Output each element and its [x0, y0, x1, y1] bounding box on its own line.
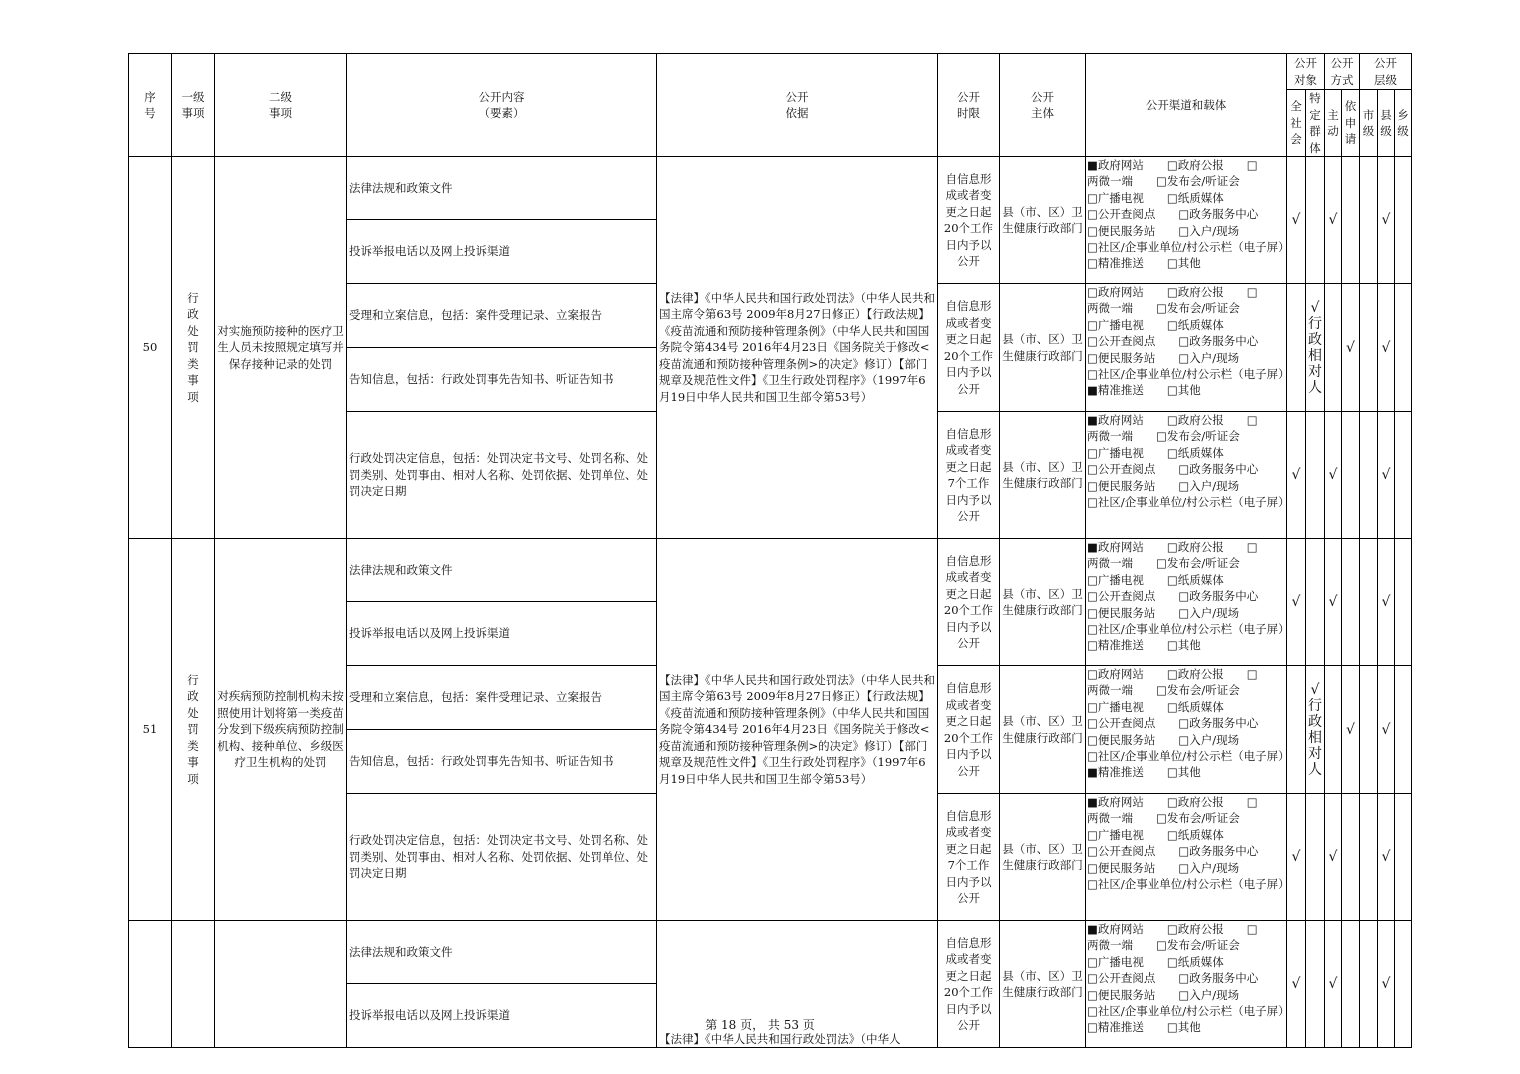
- channel-option: ■政府网站 □政府公报 □: [1087, 795, 1258, 809]
- check-county: [1378, 157, 1395, 284]
- channel-option: □社区/企事业单位/村公示栏（电子屏）: [1087, 240, 1290, 255]
- header-channel: 公开渠道和载体: [1086, 54, 1287, 157]
- header-target-all: 全社会: [1287, 90, 1306, 157]
- channel-option: □广播电视 □纸质媒体: [1087, 445, 1224, 460]
- content-item: 受理和立案信息，包括：案件受理记录、立案报告: [347, 284, 657, 348]
- channel-option: □广播电视 □纸质媒体: [1087, 827, 1224, 842]
- channel-option: □公开查阅点 □政务服务中心: [1087, 589, 1259, 604]
- channel-option: □广播电视 □纸质媒体: [1087, 572, 1224, 587]
- channel-option: □社区/企事业单位/村公示栏（电子屏）: [1087, 749, 1290, 764]
- check-county: [1378, 539, 1395, 666]
- check-active: [1325, 157, 1342, 284]
- check-apply: [1342, 539, 1360, 666]
- channel-option: □社区/企事业单位/村公示栏（电子屏）: [1087, 877, 1290, 892]
- check-all: [1287, 666, 1306, 794]
- disclosure-subject: 县（市、区）卫生健康行政部门: [1000, 539, 1086, 666]
- check-mark: √: [1291, 212, 1301, 228]
- check-mark: √: [1346, 721, 1355, 738]
- check-mark: √: [1328, 467, 1338, 483]
- channel-option: □广播电视 □纸质媒体: [1087, 954, 1224, 969]
- channel-cell: [1086, 539, 1290, 666]
- check-mark: √: [1381, 721, 1391, 738]
- check-town: [1395, 284, 1412, 412]
- check-mark: √: [1291, 849, 1301, 865]
- check-mark: √: [1381, 339, 1391, 356]
- channel-option: □公开查阅点 □政务服务中心: [1087, 844, 1259, 859]
- check-specific: [1306, 539, 1325, 666]
- table-row: [129, 539, 1412, 602]
- time-limit: 自信息形成或者变更之日起7个工作日内予以公开: [938, 794, 1000, 921]
- header-row-top: [129, 54, 1412, 90]
- check-mark: √行政相对人: [1308, 299, 1322, 396]
- check-town: [1395, 666, 1412, 794]
- channel-list: [1086, 666, 1290, 792]
- header-method-active: 主动: [1325, 90, 1342, 157]
- content-item: 投诉举报电话以及网上投诉渠道: [347, 220, 657, 284]
- check-city: [1360, 284, 1378, 412]
- row-level2: 对疾病预防控制机构未按照使用计划将第一类疫苗分发到下级疾病预防控制机构、接种单位、乡级医疗卫生机构的处罚: [215, 539, 347, 921]
- check-active: [1325, 284, 1342, 412]
- channel-option: □公开查阅点 □政务服务中心: [1087, 716, 1259, 731]
- check-town: [1395, 539, 1412, 666]
- channel-option: ■政府网站 □政府公报 □: [1087, 158, 1258, 172]
- check-mark: √: [1328, 976, 1338, 992]
- check-city: [1360, 666, 1378, 794]
- header-level1: 一级事项: [172, 54, 215, 157]
- content-item: 告知信息，包括：行政处罚事先告知书、听证告知书: [347, 348, 657, 412]
- channel-option: □广播电视 □纸质媒体: [1087, 699, 1224, 714]
- check-mark: √行政相对人: [1308, 681, 1322, 778]
- check-city: [1360, 157, 1378, 284]
- row-seq: 51: [129, 539, 172, 921]
- check-mark: √: [1328, 849, 1338, 865]
- check-specific: [1306, 666, 1325, 794]
- channel-option: ■政府网站 □政府公报 □: [1087, 540, 1258, 554]
- channel-option: □社区/企事业单位/村公示栏（电子屏）: [1087, 367, 1290, 382]
- check-mark: √: [1291, 594, 1301, 610]
- row-basis: 【法律】《中华人民共和国行政处罚法》（中华人民共和国主席令第63号 2009年8月27日修正）【行政法规】《疫苗流通和预防接种管理条例》（中华人民共和国国务院令第434号 2016年4月23日《国务院关于修改<疫苗流通和预防接种管理条例>的决定》修订）【部门规章及规范性文件】《卫生行政处罚程序》（1997年6月19日中华人民共和国卫生部令第53号）: [657, 539, 938, 921]
- check-county: [1378, 666, 1395, 794]
- header-target: 公开对象: [1287, 54, 1325, 90]
- disclosure-subject: 县（市、区）卫生健康行政部门: [1000, 157, 1086, 284]
- channel-option: 两微一端 □发布会/听证会: [1087, 938, 1240, 953]
- check-county: [1378, 412, 1395, 539]
- row-level1: [172, 157, 215, 539]
- check-all: [1287, 157, 1306, 284]
- channel-list: [1086, 794, 1290, 920]
- row-level1-text: 行政处罚类事项: [187, 672, 199, 786]
- channel-list: [1086, 412, 1290, 538]
- channel-cell: [1086, 157, 1290, 284]
- disclosure-subject: 县（市、区）卫生健康行政部门: [1000, 921, 1086, 1048]
- header-subject: 公开主体: [1000, 54, 1086, 157]
- check-active: [1325, 412, 1342, 539]
- channel-option: 两微一端 □发布会/听证会: [1087, 301, 1240, 316]
- check-active: [1325, 794, 1342, 921]
- content-item: 受理和立案信息，包括：案件受理记录、立案报告: [347, 666, 657, 730]
- check-specific: [1306, 284, 1325, 412]
- channel-option: □精准推送 □其他: [1087, 256, 1201, 271]
- header-level-city: 市级: [1360, 90, 1378, 157]
- channel-option: 两微一端 □发布会/听证会: [1087, 811, 1240, 826]
- check-mark: √: [1381, 212, 1391, 228]
- check-specific: [1306, 157, 1325, 284]
- channel-cell: [1086, 284, 1290, 412]
- channel-cell: [1086, 794, 1290, 921]
- content-item: 投诉举报电话以及网上投诉渠道: [347, 602, 657, 666]
- channel-option: □政府网站 □政府公报 □: [1087, 667, 1258, 681]
- header-basis: 公开依据: [657, 54, 938, 157]
- check-town: [1395, 412, 1412, 539]
- header-method-apply: 依申请: [1342, 90, 1360, 157]
- check-town: [1395, 794, 1412, 921]
- table-row: [129, 157, 1412, 220]
- content-item: 行政处罚决定信息，包括：处罚决定书文号、处罚名称、处罚类别、处罚事由、相对人名称、处罚依据、处罚单位、处罚决定日期: [347, 412, 657, 539]
- check-specific: [1306, 794, 1325, 921]
- check-mark: √: [1381, 594, 1391, 610]
- check-apply: [1342, 666, 1360, 794]
- channel-option: □社区/企事业单位/村公示栏（电子屏）: [1087, 622, 1290, 637]
- page-footer: 第 18 页， 共 53 页: [705, 1018, 815, 1032]
- check-apply: [1342, 794, 1360, 921]
- check-mark: √: [1291, 467, 1301, 483]
- channel-option: ■政府网站 □政府公报 □: [1087, 413, 1258, 427]
- check-city: [1360, 794, 1378, 921]
- check-apply: [1342, 157, 1360, 284]
- channel-option: □广播电视 □纸质媒体: [1087, 190, 1224, 205]
- time-limit: 自信息形成或者变更之日起20个工作日内予以公开: [938, 539, 1000, 666]
- check-active: [1325, 666, 1342, 794]
- channel-option: ■政府网站 □政府公报 □: [1087, 922, 1258, 936]
- check-county: [1378, 794, 1395, 921]
- content-item: 法律法规和政策文件: [347, 539, 657, 602]
- time-limit: 自信息形成或者变更之日起20个工作日内予以公开: [938, 284, 1000, 412]
- header-level2: 二级事项: [215, 54, 347, 157]
- check-mark: √: [1328, 212, 1338, 228]
- channel-list: [1086, 284, 1290, 410]
- check-apply: [1342, 412, 1360, 539]
- channel-option: □社区/企事业单位/村公示栏（电子屏）: [1087, 1004, 1290, 1019]
- channel-option: □精准推送 □其他: [1087, 638, 1201, 653]
- check-city: [1360, 412, 1378, 539]
- channel-option: □便民服务站 □入户/现场: [1087, 860, 1240, 875]
- channel-option: □社区/企事业单位/村公示栏（电子屏）: [1087, 495, 1290, 510]
- check-mark: √: [1291, 976, 1301, 992]
- table-row: [129, 921, 1412, 984]
- check-all: [1287, 539, 1306, 666]
- content-item: 法律法规和政策文件: [347, 157, 657, 220]
- check-active: [1325, 539, 1342, 666]
- header-content: 公开内容（要素）: [347, 54, 657, 157]
- content-item: 行政处罚决定信息，包括：处罚决定书文号、处罚名称、处罚类别、处罚事由、相对人名称、处罚依据、处罚单位、处罚决定日期: [347, 794, 657, 921]
- check-mark: √: [1381, 467, 1391, 483]
- disclosure-subject: 县（市、区）卫生健康行政部门: [1000, 284, 1086, 412]
- check-all: [1287, 412, 1306, 539]
- channel-option: 两微一端 □发布会/听证会: [1087, 556, 1240, 571]
- header-seq: 序号: [129, 54, 172, 157]
- channel-list: [1086, 157, 1290, 283]
- disclosure-subject: 县（市、区）卫生健康行政部门: [1000, 794, 1086, 921]
- time-limit: 自信息形成或者变更之日起20个工作日内予以公开: [938, 666, 1000, 794]
- channel-option: 两微一端 □发布会/听证会: [1087, 429, 1240, 444]
- check-county: [1378, 284, 1395, 412]
- header-time-limit: 公开时限: [938, 54, 1000, 157]
- channel-option: □公开查阅点 □政务服务中心: [1087, 971, 1259, 986]
- channel-option: □便民服务站 □入户/现场: [1087, 478, 1240, 493]
- check-mark: √: [1328, 594, 1338, 610]
- check-mark: √: [1346, 339, 1355, 356]
- header-level-county: 县级: [1378, 90, 1395, 157]
- check-specific: [1306, 412, 1325, 539]
- row-seq: 50: [129, 157, 172, 539]
- check-city: [1360, 539, 1378, 666]
- channel-cell: [1086, 412, 1290, 539]
- channel-list: [1086, 539, 1290, 665]
- disclosure-table: [128, 53, 1412, 1048]
- content-item: 法律法规和政策文件: [347, 921, 657, 984]
- channel-cell: [1086, 666, 1290, 794]
- header-level-town: 乡级: [1395, 90, 1412, 157]
- channel-option: □精准推送 □其他: [1087, 1020, 1201, 1035]
- header-method: 公开方式: [1325, 54, 1360, 90]
- check-town: [1395, 157, 1412, 284]
- content-item: 告知信息，包括：行政处罚事先告知书、听证告知书: [347, 730, 657, 794]
- header-target-specific: 特定群体: [1306, 90, 1325, 157]
- channel-option: 两微一端 □发布会/听证会: [1087, 683, 1240, 698]
- channel-option: □便民服务站 □入户/现场: [1087, 350, 1240, 365]
- content-item: 投诉举报电话以及网上投诉渠道: [347, 984, 657, 1048]
- time-limit: 自信息形成或者变更之日起20个工作日内予以公开: [938, 921, 1000, 1048]
- channel-option: □便民服务站 □入户/现场: [1087, 732, 1240, 747]
- channel-option: □公开查阅点 □政务服务中心: [1087, 334, 1259, 349]
- check-all: [1287, 284, 1306, 412]
- check-apply: [1342, 284, 1360, 412]
- channel-option: □公开查阅点 □政务服务中心: [1087, 462, 1259, 477]
- check-mark: √: [1381, 849, 1391, 865]
- row-basis: 【法律】《中华人民共和国行政处罚法》（中华人民共和国主席令第63号 2009年8月27日修正）【行政法规】《疫苗流通和预防接种管理条例》（中华人民共和国国务院令第434号 2016年4月23日《国务院关于修改<疫苗流通和预防接种管理条例>的决定》修订）【部门规章及规范性文件】《卫生行政处罚程序》（1997年6月19日中华人民共和国卫生部令第53号）: [657, 157, 938, 539]
- channel-option: □便民服务站 □入户/现场: [1087, 605, 1240, 620]
- time-limit: 自信息形成或者变更之日起20个工作日内予以公开: [938, 157, 1000, 284]
- row-level1: [172, 539, 215, 921]
- row-level1-text: 行政处罚类事项: [187, 290, 199, 404]
- disclosure-subject: 县（市、区）卫生健康行政部门: [1000, 412, 1086, 539]
- time-limit: 自信息形成或者变更之日起7个工作日内予以公开: [938, 412, 1000, 539]
- row-basis: 【法律】《中华人民共和国行政处罚法》（中华人: [657, 921, 938, 1048]
- channel-option: ■精准推送 □其他: [1087, 383, 1201, 398]
- channel-option: □政府网站 □政府公报 □: [1087, 285, 1258, 299]
- check-all: [1287, 794, 1306, 921]
- channel-option: □便民服务站 □入户/现场: [1087, 987, 1240, 1002]
- header-level: 公开层级: [1360, 54, 1412, 90]
- row-level2: 对实施预防接种的医疗卫生人员未按照规定填写并保存接种记录的处罚: [215, 157, 347, 539]
- check-mark: √: [1381, 976, 1391, 992]
- disclosure-subject: 县（市、区）卫生健康行政部门: [1000, 666, 1086, 794]
- channel-option: □便民服务站 □入户/现场: [1087, 223, 1240, 238]
- channel-option: ■精准推送 □其他: [1087, 765, 1201, 780]
- channel-option: □公开查阅点 □政务服务中心: [1087, 207, 1259, 222]
- channel-option: □广播电视 □纸质媒体: [1087, 317, 1224, 332]
- channel-option: 两微一端 □发布会/听证会: [1087, 174, 1240, 189]
